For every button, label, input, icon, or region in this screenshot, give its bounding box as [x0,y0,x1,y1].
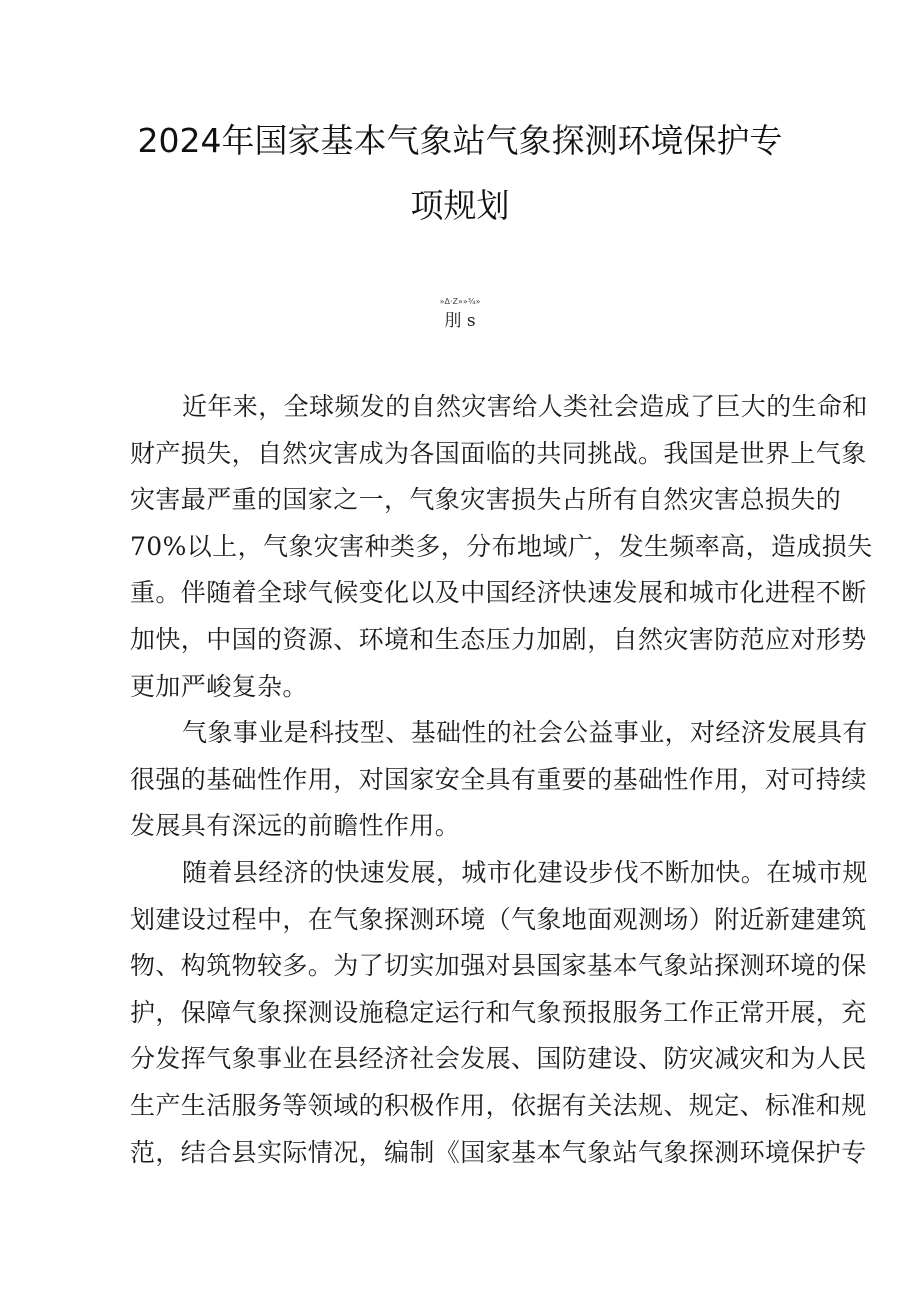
paragraph-line: 生产生活服务等领域的积极作用，依据有关法规、规定、标准和规 [130,1090,867,1120]
paragraph-2 [130,710,868,850]
paragraph-line: 70%以上，气象灾害种类多，分布地域广，发生频率高，造成损失 [130,531,873,561]
title-line-2: 项规划 [410,186,510,225]
body-text [130,384,873,1176]
document-title [120,108,800,238]
preface-marker: »Δ·Z»»¾» [439,297,481,306]
paragraph-1 [130,384,873,710]
paragraph-line: 发展具有深远的前瞻性作用。 [130,811,461,841]
paragraph-line: 重。伴随着全球气候变化以及中国经济快速发展和城市化进程不断 [130,578,867,608]
paragraph-line: 财产损失，自然灾害成为各国面临的共同挑战。我国是世界上气象 [130,438,867,468]
paragraph-line: 分发挥气象事业在县经济社会发展、国防建设、防灾减灾和为人民 [130,1044,867,1074]
paragraph-line: 灾害最严重的国家之一，气象灾害损失占所有自然灾害总损失的 [130,485,842,515]
paragraph-line: 很强的基础性作用，对国家安全具有重要的基础性作用，对可持续 [130,764,867,794]
paragraph-3 [130,850,868,1176]
preface-heading: 刖 s [444,311,476,331]
paragraph-line: 物、构筑物较多。为了切实加强对县国家基本气象站探测环境的保 [130,951,867,981]
paragraph-line: 划建设过程中，在气象探测环境（气象地面观测场）附近新建建筑 [130,904,867,934]
paragraph-line: 范，结合县实际情况，编制《国家基本气象站气象探测环境保护专 [130,1137,867,1167]
paragraph-line: 随着县经济的快速发展，城市化建设步伐不断加快。在城市规 [182,857,868,887]
paragraph-line: 气象事业是科技型、基础性的社会公益事业，对经济发展具有 [182,718,868,748]
title-line-1: 2024年国家基本气象站气象探测环境保护专 [137,121,783,160]
paragraph-line: 更加严峻复杂。 [130,671,308,701]
paragraph-line: 近年来，全球频发的自然灾害给人类社会造成了巨大的生命和 [182,392,868,421]
paragraph-line: 加快，中国的资源、环境和生态压力加剧，自然灾害防范应对形势 [130,624,867,654]
paragraph-line: 护，保障气象探测设施稳定运行和气象预报服务工作正常开展，充 [130,997,867,1027]
